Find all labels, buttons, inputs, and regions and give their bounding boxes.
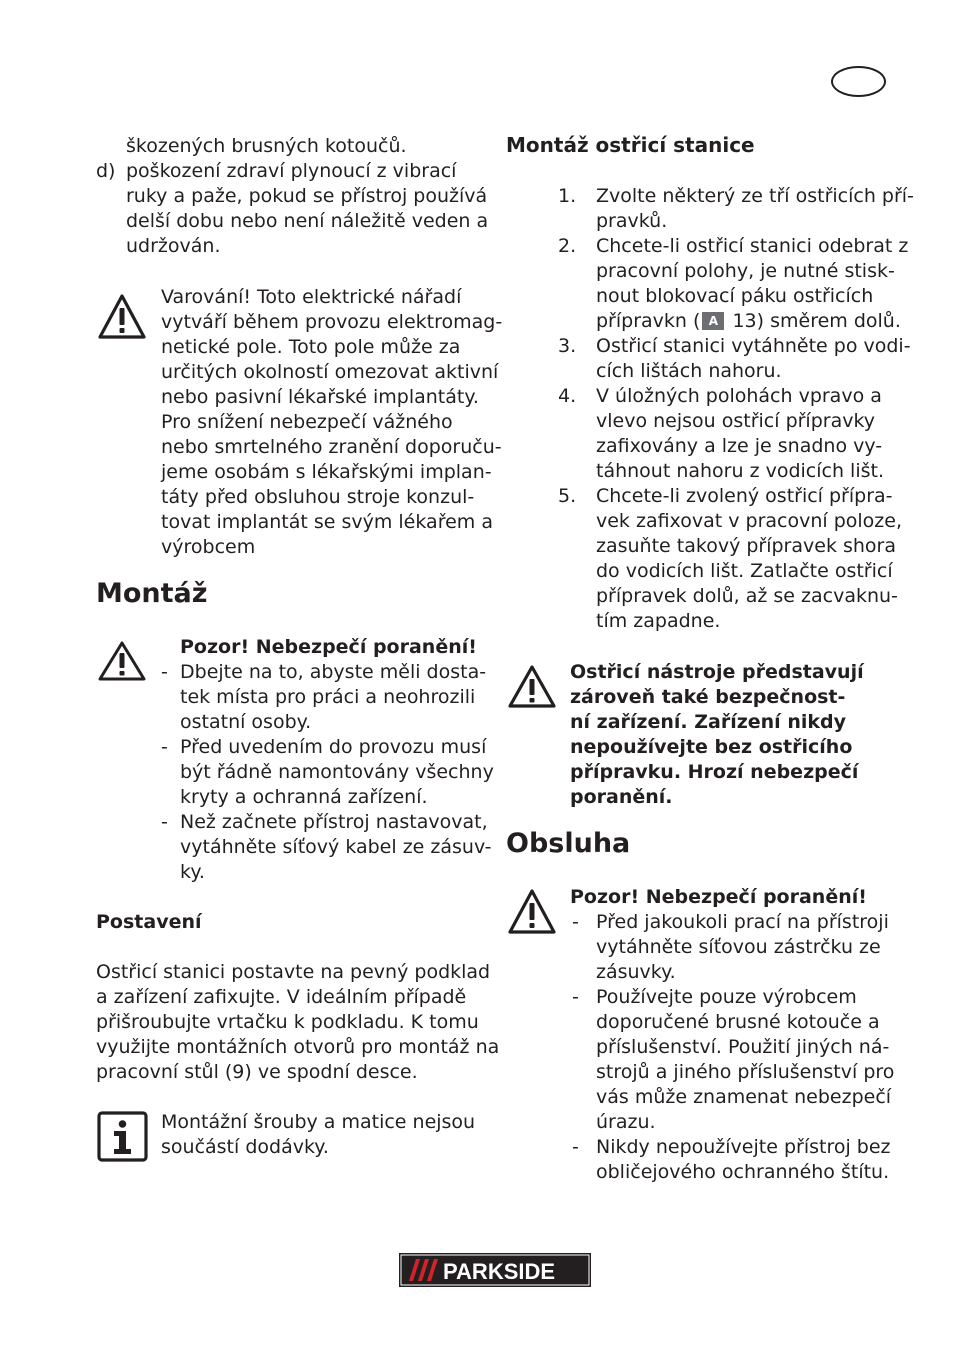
warning-text-line: Pro snížení nebezpečí vážného xyxy=(161,411,453,433)
warning-text-line: Varování! Toto elektrické nářadí xyxy=(161,286,462,308)
warning-bold-line: poranění. xyxy=(570,786,673,808)
paragraph-line: Ostřicí stanici postavte na pevný podklad xyxy=(96,961,491,983)
step-line: Zvolte některý ze tří ostřicích pří- xyxy=(596,185,914,207)
warning-icon xyxy=(97,640,147,682)
caution-line: Dbejte na to, abyste měli dosta- xyxy=(180,661,487,683)
caution-line: Používejte pouze výrobcem xyxy=(596,986,857,1008)
warning-bold-line: nepoužívejte bez ostřicího xyxy=(570,736,853,758)
paragraph-line: přišroubujte vrtačku k podkladu. K tomu xyxy=(96,1011,479,1033)
info-text-line: součástí dodávky. xyxy=(161,1136,329,1158)
caution-line: vytáhněte síťovou zástrčku ze xyxy=(596,936,881,958)
step-line: vlevo nejsou ostřicí přípravky xyxy=(596,410,876,432)
paragraph-line: a zařízení zafixujte. V ideálním případě xyxy=(96,986,467,1008)
step-line: vek zafixovat v pracovní poloze, xyxy=(596,510,902,532)
caution-title: Pozor! Nebezpečí poranění! xyxy=(180,636,477,658)
caution-line: Před jakoukoli prací na přístroji xyxy=(596,911,889,933)
warning-icon xyxy=(507,888,557,936)
warning-bold-line: ní zařízení. Zařízení nikdy xyxy=(570,711,846,733)
caution-line: obličejového ochranného štítu. xyxy=(596,1161,890,1183)
bullet-dash: - xyxy=(161,736,168,758)
caution-line: Před uvedením do provozu musí xyxy=(180,736,487,758)
step-line: zasuňte takový přípravek shora xyxy=(596,535,897,557)
warning-icon xyxy=(97,293,147,341)
step-line: táhnout nahoru z vodicích lišt. xyxy=(596,460,884,482)
warning-text-line: táty před obsluhou stroje konzul- xyxy=(161,486,475,508)
warning-text-line: jeme osobám s lékařskými implan- xyxy=(161,461,492,483)
warning-text-line: tovat implantát se svým lékařem a xyxy=(161,511,493,533)
caution-title: Pozor! Nebezpečí poranění! xyxy=(570,886,867,908)
subheading-postaveni: Postavení xyxy=(96,911,202,933)
warning-text-line: nebo pasivní lékařské implantáty. xyxy=(161,386,479,408)
step-line: do vodicích lišt. Zatlačte ostřicí xyxy=(596,560,893,582)
warning-bold-line: zároveň také bezpečnost- xyxy=(570,686,846,708)
warning-bold-line: Ostřicí nástroje představují xyxy=(570,661,864,683)
caution-line: doporučené brusné kotouče a xyxy=(596,1011,880,1033)
step-number: 5. xyxy=(558,485,577,507)
caution-line: být řádně namontovány všechny xyxy=(180,761,494,783)
figure-reference-badge: A xyxy=(702,312,724,330)
step-text: přípravkn ( xyxy=(596,310,701,332)
bullet-dash: - xyxy=(572,911,579,933)
caution-line: kryty a ochranná zařízení. xyxy=(180,786,428,808)
step-line: tím zapadne. xyxy=(596,610,721,632)
info-text-line: Montážní šrouby a matice nejsou xyxy=(161,1111,476,1133)
warning-text-line: vytváří během provozu elektromag- xyxy=(161,311,503,333)
step-number: 4. xyxy=(558,385,577,407)
list-item-d-line: delší dobu nebo není náležitě veden a xyxy=(126,210,489,232)
caution-line: ostatní osoby. xyxy=(180,711,312,733)
step-line: Ostřicí stanici vytáhněte po vodi- xyxy=(596,335,911,357)
step-line: cích lištách nahoru. xyxy=(596,360,782,382)
warning-text-line: nebo smrtelného zranění doporuču- xyxy=(161,436,502,458)
step-line: pravků. xyxy=(596,210,668,232)
warning-icon xyxy=(507,664,557,710)
caution-line: Než začnete přístroj nastavovat, xyxy=(180,811,488,833)
step-line: Chcete-li zvolený ostřicí přípra- xyxy=(596,485,893,507)
step-number: 2. xyxy=(558,235,577,257)
step-line: Chcete-li ostřicí stanici odebrat z xyxy=(596,235,909,257)
caution-line: strojů a jiného příslušenství pro xyxy=(596,1061,895,1083)
step-line: V úložných polohách vpravo a xyxy=(596,385,882,407)
warning-text-line: netické pole. Toto pole může za xyxy=(161,336,461,358)
warning-text-line: výrobcem xyxy=(161,536,256,558)
step-number: 1. xyxy=(558,185,577,207)
caution-line: úrazu. xyxy=(596,1111,656,1133)
caution-line: vás může znamenat nebezpečí xyxy=(596,1086,892,1108)
language-badge xyxy=(831,66,886,97)
caution-line: příslušenství. Použití jiných ná- xyxy=(596,1036,890,1058)
bullet-dash: - xyxy=(572,986,579,1008)
section-heading-obsluha: Obsluha xyxy=(506,828,631,859)
warning-bold-line: přípravku. Hrozí nebezpečí xyxy=(570,761,859,783)
caution-line: tek místa pro práci a neohrozili xyxy=(180,686,476,708)
bullet-dash: - xyxy=(161,661,168,683)
bullet-dash: - xyxy=(572,1136,579,1158)
section-heading-montaz: Montáž xyxy=(96,578,208,609)
warning-text-line: určitých okolností omezovat aktivní xyxy=(161,361,499,383)
list-marker-d: d) xyxy=(96,160,116,182)
parkside-logo xyxy=(399,1253,591,1287)
step-text: 13) směrem dolů. xyxy=(732,310,901,332)
step-line: zafixovány a lze je snadno vy- xyxy=(596,435,883,457)
step-line: nout blokovací páku ostřicích xyxy=(596,285,874,307)
info-icon xyxy=(97,1111,148,1162)
list-continuation: škozených brusných kotoučů. xyxy=(126,135,407,157)
caution-line: ky. xyxy=(180,861,205,883)
bullet-dash: - xyxy=(161,811,168,833)
step-line: přípravek dolů, až se zacvaknu- xyxy=(596,585,898,607)
list-item-d-line: poškození zdraví plynoucí z vibrací xyxy=(126,160,457,182)
list-item-d-line: udržován. xyxy=(126,235,221,257)
step-number: 3. xyxy=(558,335,577,357)
step-line: pracovní polohy, je nutné stisk- xyxy=(596,260,895,282)
brand-name: PARKSIDE xyxy=(443,1259,556,1284)
caution-line: vytáhněte síťový kabel ze zásuv- xyxy=(180,836,492,858)
step-line xyxy=(596,309,901,334)
caution-line: zásuvky. xyxy=(596,961,676,983)
paragraph-line: využijte montážních otvorů pro montáž na xyxy=(96,1036,500,1058)
caution-line: Nikdy nepoužívejte přístroj bez xyxy=(596,1136,891,1158)
list-item-d-line: ruky a paže, pokud se přístroj používá xyxy=(126,185,488,207)
section-heading-montaz-stanice: Montáž ostřicí stanice xyxy=(506,133,755,157)
paragraph-line: pracovní stůl (9) ve spodní desce. xyxy=(96,1061,418,1083)
